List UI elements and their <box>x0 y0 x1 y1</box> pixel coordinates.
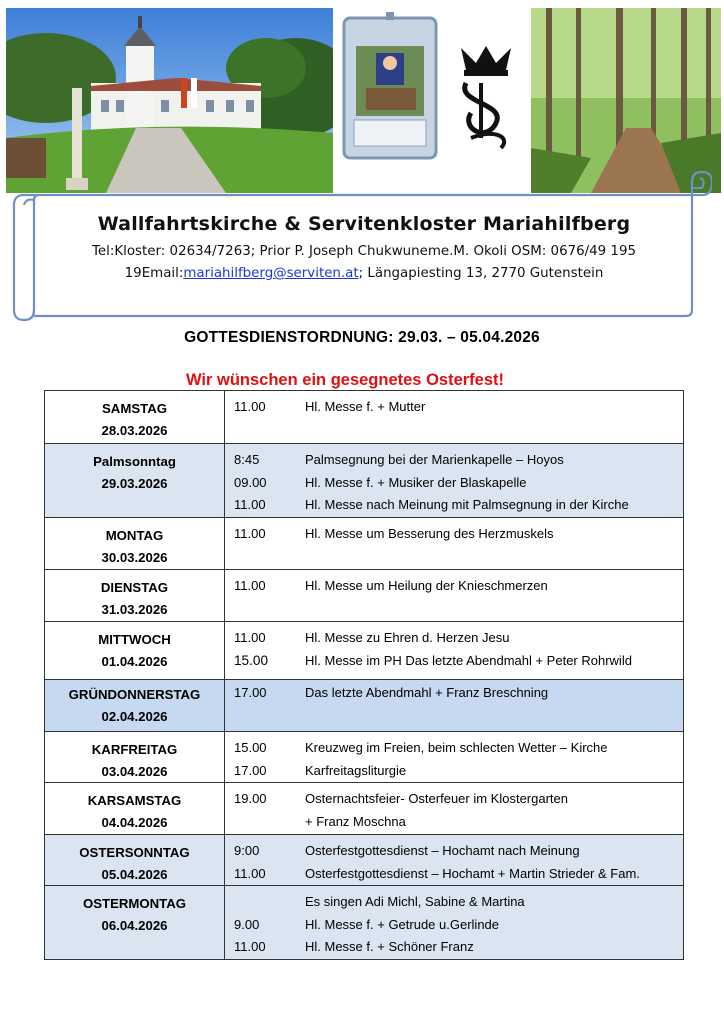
service-line <box>225 449 683 472</box>
service-line <box>225 575 683 598</box>
table-row <box>45 782 683 834</box>
day-date: 31.03.2026 <box>101 602 168 617</box>
service-cell <box>225 622 683 679</box>
email-link[interactable]: mariahilfberg@serviten.at <box>183 266 359 281</box>
table-row <box>45 443 683 517</box>
day-date: 29.03.2026 <box>101 476 168 491</box>
service-time: 8:45 <box>234 452 260 467</box>
service-text: Hl. Messe um Heilung der Knieschmerzen <box>305 578 548 593</box>
service-time: 11.00 <box>234 939 266 954</box>
service-line <box>225 788 683 811</box>
emblems-image <box>336 8 530 193</box>
day-cell <box>45 518 225 569</box>
table-row <box>45 834 683 885</box>
contact-line: Tel:Kloster: 02634/7263; Prior P. Joseph Chukwuneme.M. Okoli OSM: 0676/49 195 <box>91 244 636 259</box>
church-photo <box>6 8 333 193</box>
day-cell <box>45 622 225 679</box>
service-line <box>225 840 683 863</box>
day-name: KARSAMSTAG <box>87 793 182 808</box>
table-row <box>45 885 683 959</box>
service-text: + Franz Moschna <box>305 813 406 829</box>
service-text: Kreuzweg im Freien, beim schlecten Wetter – Kirche <box>305 740 608 755</box>
table-row <box>45 569 683 621</box>
table-row <box>45 391 683 443</box>
service-time: 11.00 <box>234 865 266 881</box>
day-name: OSTERSONNTAG <box>79 845 190 860</box>
day-name: Palmsonntag <box>93 454 176 469</box>
service-line <box>225 891 683 914</box>
service-text: Hl. Messe f. + Schöner Franz <box>305 939 474 954</box>
service-text: Hl. Messe im PH Das letzte Abendmahl + Peter Rohrwild <box>305 652 632 668</box>
service-text: Karfreitagsliturgie <box>305 762 407 778</box>
email-label: 19Email: <box>124 266 184 281</box>
schedule-table <box>44 390 684 960</box>
service-line <box>225 396 683 419</box>
service-text: Hl. Messe f. + Musiker der Blaskapelle <box>305 474 527 490</box>
day-cell <box>45 680 225 731</box>
service-text: Osterfestgottesdienst – Hochamt + Martin Strieder & Fam. <box>305 865 640 881</box>
day-cell <box>45 835 225 885</box>
service-cell <box>225 518 683 569</box>
service-line <box>225 494 683 517</box>
day-name: OSTERMONTAG <box>82 896 187 911</box>
day-cell <box>45 444 225 517</box>
table-row <box>45 517 683 569</box>
service-cell <box>225 391 683 443</box>
service-line <box>225 811 683 834</box>
day-date: 04.04.2026 <box>101 815 168 830</box>
day-name: KARFREITAG <box>91 742 178 757</box>
service-time: 11.00 <box>234 399 266 414</box>
service-line <box>225 627 683 650</box>
service-line <box>225 737 683 760</box>
service-time: 9:00 <box>234 843 260 858</box>
day-name: MONTAG <box>105 528 164 543</box>
service-line <box>225 760 683 783</box>
day-cell <box>45 570 225 621</box>
address-line <box>34 266 694 281</box>
day-date: 05.04.2026 <box>101 867 168 882</box>
service-time: 09.00 <box>234 474 267 490</box>
service-cell <box>225 570 683 621</box>
service-time: 19.00 <box>234 791 267 806</box>
service-text: Das letzte Abendmahl + Franz Breschning <box>305 685 549 700</box>
service-text: Hl. Messe zu Ehren d. Herzen Jesu <box>305 630 510 645</box>
service-text: Osternachtsfeier- Osterfeuer im Klostergarten <box>305 791 568 806</box>
service-cell <box>225 444 683 517</box>
service-time: 11.00 <box>234 630 266 645</box>
table-row <box>45 621 683 679</box>
address-text: ; Längapiesting 13, 2770 Gutenstein <box>358 266 604 281</box>
day-name: SAMSTAG <box>102 401 167 416</box>
service-cell <box>225 680 683 731</box>
day-cell <box>45 732 225 782</box>
service-time: 11.00 <box>234 578 266 593</box>
page-title: Wallfahrtskirche & Servitenkloster Mariahilfberg <box>97 213 631 235</box>
service-text: Es singen Adi Michl, Sabine & Martina <box>305 894 525 909</box>
service-line <box>225 863 683 886</box>
service-time: 11.00 <box>234 526 266 541</box>
service-time: 17.00 <box>234 762 267 778</box>
table-row <box>45 679 683 731</box>
service-line <box>225 914 683 937</box>
service-cell <box>225 732 683 782</box>
service-time <box>225 811 305 834</box>
service-cell <box>225 783 683 834</box>
day-date: 06.04.2026 <box>101 918 168 933</box>
service-line <box>225 472 683 495</box>
service-text: Palmsegnung bei der Marienkapelle – Hoyos <box>305 452 564 467</box>
service-text: Hl. Messe f. + Mutter <box>305 399 426 414</box>
day-cell <box>45 391 225 443</box>
day-cell <box>45 783 225 834</box>
service-line <box>225 523 683 546</box>
service-time: 15.00 <box>234 652 269 668</box>
easter-greeting: Wir wünschen ein gesegnetes Osterfest! <box>185 371 505 389</box>
day-cell <box>45 886 225 959</box>
day-date: 28.03.2026 <box>101 423 168 438</box>
service-time: 9.00 <box>234 916 260 932</box>
schedule-heading: GOTTESDIENSTORDNUNG: 29.03. – 05.04.2026 <box>184 329 540 346</box>
service-cell <box>225 835 683 885</box>
day-name: DIENSTAG <box>100 580 169 595</box>
service-time <box>225 891 305 914</box>
day-name: MITTWOCH <box>98 632 171 647</box>
service-line <box>225 650 683 673</box>
day-date: 03.04.2026 <box>101 764 168 779</box>
day-date: 01.04.2026 <box>101 654 168 669</box>
service-time: 15.00 <box>234 740 267 755</box>
day-name: GRÜNDONNERSTAG <box>68 687 201 702</box>
forest-photo <box>531 8 721 193</box>
service-line <box>225 936 683 959</box>
service-line <box>225 682 683 705</box>
service-text: Hl. Messe f. + Getrude u.Gerlinde <box>305 916 500 932</box>
table-row <box>45 731 683 782</box>
service-text: Osterfestgottesdienst – Hochamt nach Meinung <box>305 843 580 858</box>
service-cell <box>225 886 683 959</box>
day-date: 30.03.2026 <box>101 550 168 565</box>
service-text: Hl. Messe nach Meinung mit Palmsegnung in der Kirche <box>305 497 629 512</box>
service-time: 11.00 <box>234 497 266 512</box>
service-text: Hl. Messe um Besserung des Herzmuskels <box>305 526 554 541</box>
service-time: 17.00 <box>234 685 267 700</box>
day-date: 02.04.2026 <box>101 709 168 724</box>
